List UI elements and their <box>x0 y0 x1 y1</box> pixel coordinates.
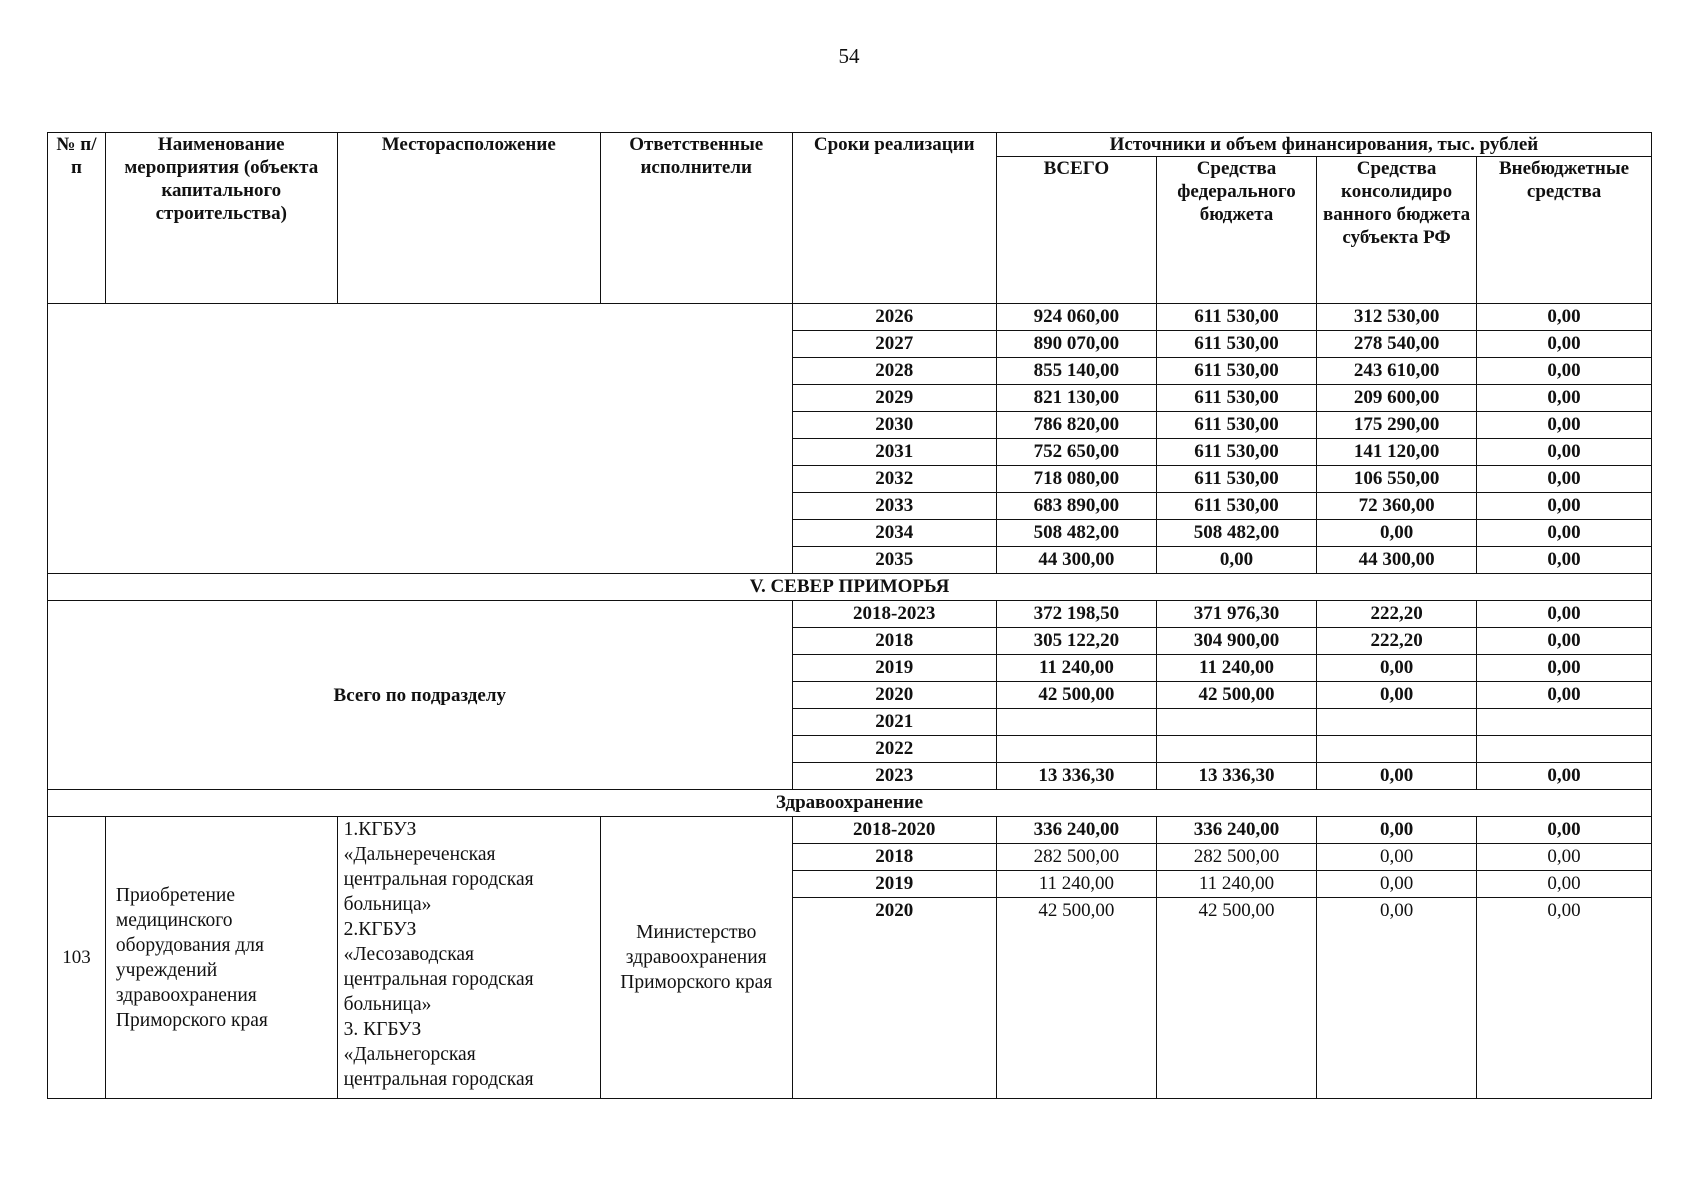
total-cell: 11 240,00 <box>996 871 1156 898</box>
year-cell: 2019 <box>792 655 996 682</box>
extra-cell: 0,00 <box>1477 628 1652 655</box>
table-row <box>48 817 1652 844</box>
regional-cell: 72 360,00 <box>1317 493 1477 520</box>
extra-cell: 0,00 <box>1477 817 1652 844</box>
year-cell: 2032 <box>792 466 996 493</box>
regional-cell: 141 120,00 <box>1317 439 1477 466</box>
federal-cell: 371 976,30 <box>1156 601 1316 628</box>
location-line: больница» <box>343 994 432 1015</box>
regional-cell <box>1317 709 1477 736</box>
total-cell: 336 240,00 <box>996 817 1156 844</box>
year-cell: 2035 <box>792 547 996 574</box>
regional-cell: 222,20 <box>1317 628 1477 655</box>
extra-cell: 0,00 <box>1477 493 1652 520</box>
total-cell: 786 820,00 <box>996 412 1156 439</box>
total-cell: 282 500,00 <box>996 844 1156 871</box>
year-cell: 2018 <box>792 628 996 655</box>
category-row <box>48 790 1652 817</box>
continuation-blank-cell <box>48 304 793 574</box>
federal-cell: 611 530,00 <box>1156 385 1316 412</box>
total-cell: 13 336,30 <box>996 763 1156 790</box>
header-funding-group: Источники и объем финансирования, тыс. рублей <box>996 133 1651 157</box>
total-cell: 44 300,00 <box>996 547 1156 574</box>
total-cell <box>996 709 1156 736</box>
federal-cell: 282 500,00 <box>1156 844 1316 871</box>
federal-cell: 42 500,00 <box>1156 682 1316 709</box>
federal-cell: 611 530,00 <box>1156 493 1316 520</box>
regional-cell: 0,00 <box>1317 655 1477 682</box>
year-cell: 2023 <box>792 763 996 790</box>
federal-cell: 42 500,00 <box>1156 898 1316 1099</box>
federal-cell: 611 530,00 <box>1156 412 1316 439</box>
federal-cell <box>1156 736 1316 763</box>
regional-cell: 0,00 <box>1317 871 1477 898</box>
year-cell: 2020 <box>792 682 996 709</box>
federal-cell: 336 240,00 <box>1156 817 1316 844</box>
year-cell: 2018 <box>792 844 996 871</box>
location-line: «Дальнереченская <box>343 844 496 865</box>
extra-cell: 0,00 <box>1477 412 1652 439</box>
extra-cell: 0,00 <box>1477 547 1652 574</box>
federal-cell: 611 530,00 <box>1156 304 1316 331</box>
location-line: «Лесозаводская <box>343 944 474 965</box>
total-cell: 42 500,00 <box>996 898 1156 1099</box>
location-line: больница» <box>343 894 432 915</box>
extra-cell: 0,00 <box>1477 655 1652 682</box>
year-cell: 2018-2020 <box>792 817 996 844</box>
total-cell: 372 198,50 <box>996 601 1156 628</box>
total-cell: 42 500,00 <box>996 682 1156 709</box>
table-row <box>48 304 1652 331</box>
year-cell: 2018-2023 <box>792 601 996 628</box>
extra-cell: 0,00 <box>1477 385 1652 412</box>
regional-cell: 312 530,00 <box>1317 304 1477 331</box>
regional-cell: 106 550,00 <box>1317 466 1477 493</box>
total-cell: 821 130,00 <box>996 385 1156 412</box>
item-location <box>337 817 600 1099</box>
regional-cell: 0,00 <box>1317 898 1477 1099</box>
extra-cell: 0,00 <box>1477 682 1652 709</box>
year-cell: 2022 <box>792 736 996 763</box>
year-cell: 2034 <box>792 520 996 547</box>
header-name: Наименование мероприятия (объекта капитального строительства) <box>105 133 337 304</box>
location-line: «Дальнегорская <box>343 1044 476 1065</box>
regional-cell: 175 290,00 <box>1317 412 1477 439</box>
regional-cell: 0,00 <box>1317 763 1477 790</box>
regional-cell <box>1317 736 1477 763</box>
year-cell: 2026 <box>792 304 996 331</box>
federal-cell: 13 336,30 <box>1156 763 1316 790</box>
extra-cell: 0,00 <box>1477 466 1652 493</box>
total-cell: 305 122,20 <box>996 628 1156 655</box>
federal-cell: 304 900,00 <box>1156 628 1316 655</box>
extra-cell: 0,00 <box>1477 331 1652 358</box>
federal-cell: 611 530,00 <box>1156 439 1316 466</box>
regional-cell: 222,20 <box>1317 601 1477 628</box>
year-cell: 2033 <box>792 493 996 520</box>
regional-cell: 44 300,00 <box>1317 547 1477 574</box>
year-cell: 2027 <box>792 331 996 358</box>
extra-cell: 0,00 <box>1477 763 1652 790</box>
year-cell: 2031 <box>792 439 996 466</box>
year-cell: 2029 <box>792 385 996 412</box>
header-total: ВСЕГО <box>996 157 1156 304</box>
location-line: 2.КГБУЗ <box>343 919 417 940</box>
extra-cell <box>1477 736 1652 763</box>
location-line: центральная городская <box>343 1069 534 1090</box>
total-cell: 508 482,00 <box>996 520 1156 547</box>
header-location: Месторасположение <box>337 133 600 304</box>
federal-cell: 611 530,00 <box>1156 466 1316 493</box>
category-title: Здравоохранение <box>48 790 1652 817</box>
location-line: 1.КГБУЗ <box>343 819 417 840</box>
extra-cell: 0,00 <box>1477 601 1652 628</box>
total-cell: 683 890,00 <box>996 493 1156 520</box>
federal-cell: 611 530,00 <box>1156 358 1316 385</box>
header-period: Сроки реализации <box>792 133 996 304</box>
total-cell: 11 240,00 <box>996 655 1156 682</box>
item-name: Приобретение медицинского оборудования для учреждений здравоохранения Приморского края <box>105 817 337 1099</box>
total-cell: 718 080,00 <box>996 466 1156 493</box>
total-cell: 855 140,00 <box>996 358 1156 385</box>
extra-cell: 0,00 <box>1477 898 1652 1099</box>
regional-cell: 209 600,00 <box>1317 385 1477 412</box>
regional-cell: 243 610,00 <box>1317 358 1477 385</box>
extra-cell: 0,00 <box>1477 439 1652 466</box>
year-cell: 2020 <box>792 898 996 1099</box>
federal-cell: 508 482,00 <box>1156 520 1316 547</box>
section-row <box>48 574 1652 601</box>
federal-cell: 11 240,00 <box>1156 871 1316 898</box>
location-line: центральная городская <box>343 869 534 890</box>
total-cell: 890 070,00 <box>996 331 1156 358</box>
table-row <box>48 601 1652 628</box>
federal-cell <box>1156 709 1316 736</box>
total-cell: 924 060,00 <box>996 304 1156 331</box>
section-title: V. СЕВЕР ПРИМОРЬЯ <box>48 574 1652 601</box>
regional-cell: 278 540,00 <box>1317 331 1477 358</box>
regional-cell: 0,00 <box>1317 520 1477 547</box>
federal-cell: 11 240,00 <box>1156 655 1316 682</box>
location-line: центральная городская <box>343 969 534 990</box>
extra-cell: 0,00 <box>1477 358 1652 385</box>
location-line: 3. КГБУЗ <box>343 1019 422 1040</box>
header-regional: Средства консолидиро ванного бюджета субъекта РФ <box>1317 157 1477 304</box>
extra-cell <box>1477 709 1652 736</box>
year-cell: 2028 <box>792 358 996 385</box>
regional-cell: 0,00 <box>1317 844 1477 871</box>
subsection-total-label: Всего по подразделу <box>48 601 793 790</box>
header-extrabudget: Внебюджетные средства <box>1477 157 1652 304</box>
header-responsible: Ответственные исполнители <box>600 133 792 304</box>
year-cell: 2021 <box>792 709 996 736</box>
total-cell <box>996 736 1156 763</box>
regional-cell: 0,00 <box>1317 817 1477 844</box>
federal-cell: 611 530,00 <box>1156 331 1316 358</box>
total-cell: 752 650,00 <box>996 439 1156 466</box>
page-number: 54 <box>838 44 860 68</box>
year-cell: 2019 <box>792 871 996 898</box>
extra-cell: 0,00 <box>1477 871 1652 898</box>
header-num: № п/п <box>48 133 106 304</box>
extra-cell: 0,00 <box>1477 520 1652 547</box>
year-cell: 2030 <box>792 412 996 439</box>
extra-cell: 0,00 <box>1477 844 1652 871</box>
federal-cell: 0,00 <box>1156 547 1316 574</box>
item-responsible: Министерство здравоохранения Приморского края <box>600 817 792 1099</box>
header-federal: Средства федерального бюджета <box>1156 157 1316 304</box>
financing-table <box>47 132 1652 1099</box>
regional-cell: 0,00 <box>1317 682 1477 709</box>
item-number: 103 <box>48 817 106 1099</box>
extra-cell: 0,00 <box>1477 304 1652 331</box>
header-row <box>48 133 1652 157</box>
